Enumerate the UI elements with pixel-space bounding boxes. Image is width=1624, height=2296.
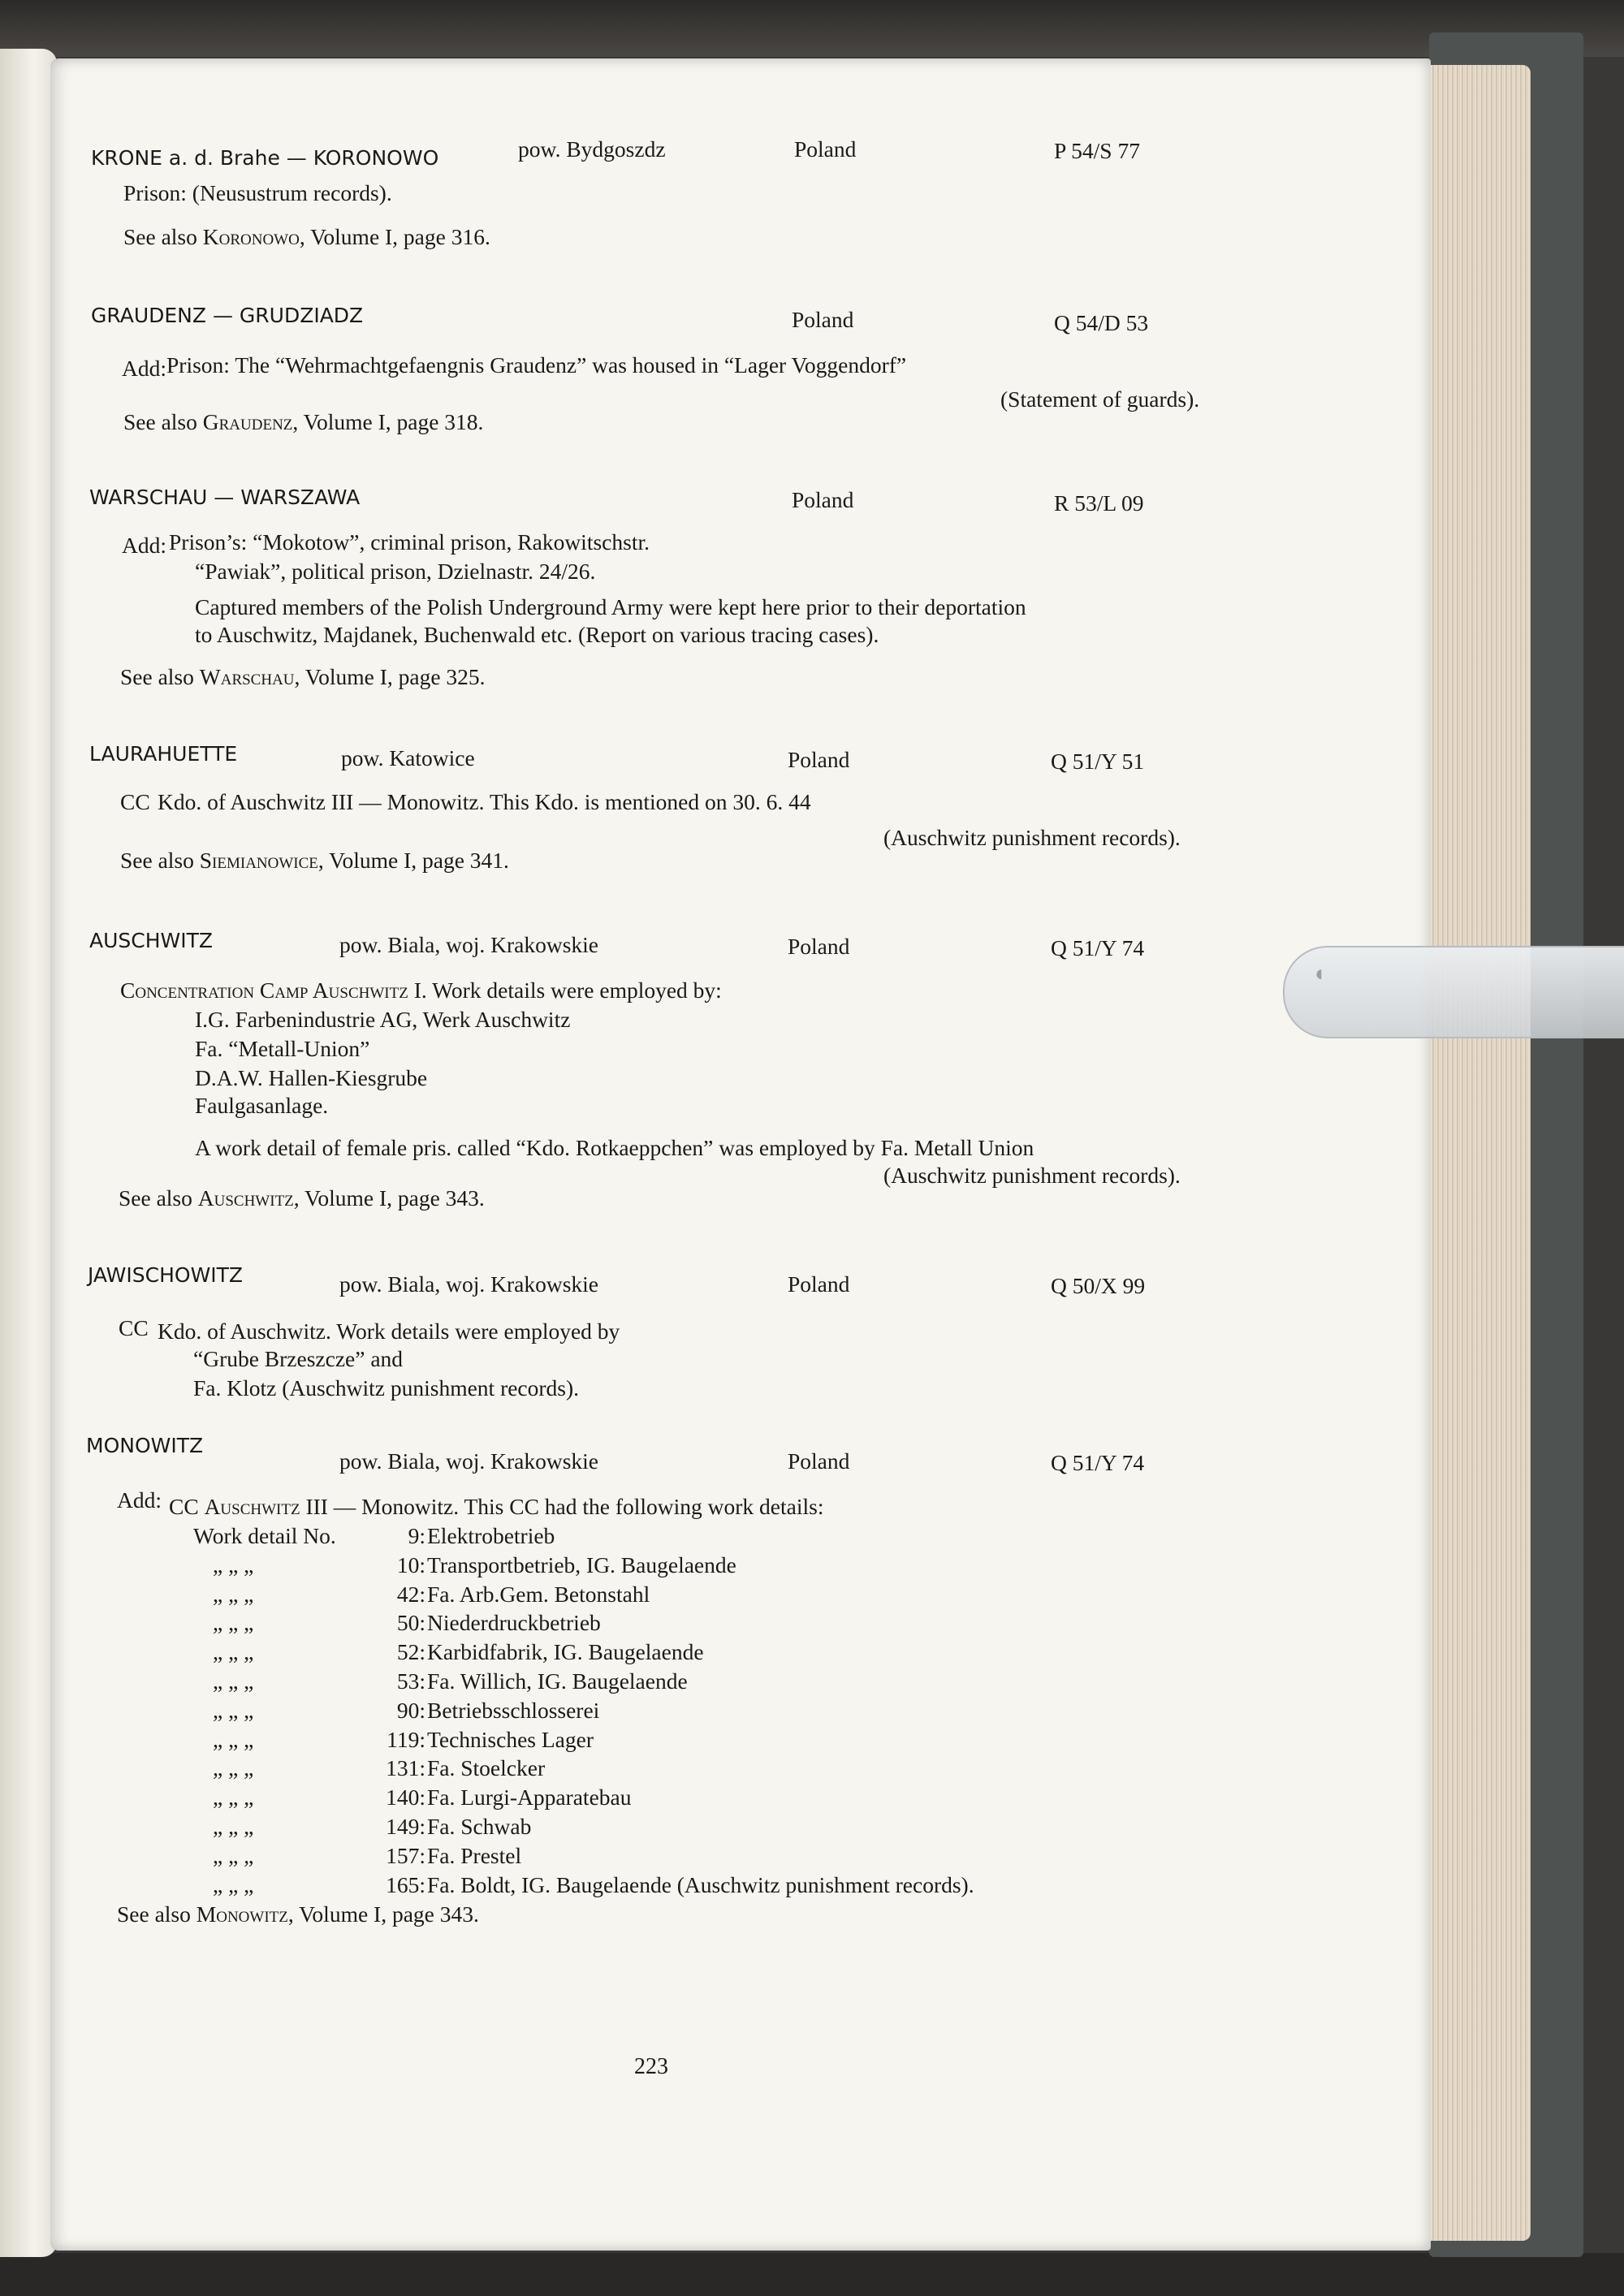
work-detail-number: 131: <box>386 1755 425 1780</box>
see-also-rest: , Volume I, page 318. <box>292 409 484 434</box>
lead-prefix: CC <box>169 1494 205 1519</box>
see-also-ref: Siemianowice <box>199 848 318 873</box>
work-detail-number: 90: <box>396 1698 425 1723</box>
entry-graudenz-name: GRAUDENZ — GRUDZIADZ <box>91 304 364 327</box>
work-detail-ditto: „ „ „ <box>213 1843 254 1868</box>
see-also-prefix: See also <box>120 664 194 689</box>
work-detail-name: Elektrobetrieb <box>427 1523 555 1548</box>
work-detail-ditto: „ „ „ <box>213 1785 254 1810</box>
work-detail-ditto: „ „ „ <box>213 1639 254 1664</box>
entry-auschwitz-district: pow. Biala, woj. Krakowskie <box>339 932 598 957</box>
see-also-prefix: See also <box>123 409 197 434</box>
see-also-prefix: See also <box>123 224 197 249</box>
entry-warschau-country: Poland <box>792 487 854 512</box>
entry-graudenz-line: Prison: The “Wehrmachtgefaengnis Graudenz” was housed in “Lager Voggendorf” <box>166 352 907 378</box>
work-detail-ditto: „ „ „ <box>213 1552 254 1577</box>
work-detail-ditto: „ „ „ <box>213 1610 254 1635</box>
work-detail-name: Transportbetrieb, IG. Baugelaende <box>427 1552 736 1577</box>
entry-laurahuette-line: Kdo. of Auschwitz III — Monowitz. This Kdo. is mentioned on 30. 6. 44 <box>158 789 811 814</box>
work-detail-head: Work detail No. <box>193 1523 336 1548</box>
lead-rest: III — Monowitz. This CC had the following work details: <box>300 1494 824 1519</box>
work-detail-name: Fa. Willich, IG. Baugelaende <box>427 1668 688 1694</box>
work-detail-ditto: „ „ „ <box>213 1668 254 1694</box>
entry-warschau-line: Prison’s: “Mokotow”, criminal prison, Rakowitschstr. <box>169 529 650 555</box>
entry-monowitz-see-also <box>117 1903 479 1926</box>
entry-laurahuette-name: LAURAHUETTE <box>89 742 238 766</box>
work-detail-number: 52: <box>396 1639 425 1664</box>
facing-page-edge <box>0 49 57 2257</box>
entry-jawischowitz-line: Kdo. of Auschwitz. Work details were employed by <box>158 1318 620 1344</box>
entry-auschwitz-lead <box>120 979 722 1002</box>
entry-warschau-see-also <box>120 666 486 688</box>
see-also-ref: Koronowo <box>202 224 300 249</box>
entry-monowitz-name: MONOWITZ <box>86 1434 204 1457</box>
entry-jawischowitz-line: Fa. Klotz (Auschwitz punishment records). <box>193 1375 580 1400</box>
lead-small-caps: Concentration Camp Auschwitz <box>120 978 408 1003</box>
entry-krone-country: Poland <box>794 136 857 162</box>
clip-glyph-icon: ◖ <box>1312 960 1326 986</box>
work-detail-number: 119: <box>387 1727 425 1752</box>
work-detail-ditto: „ „ „ <box>213 1698 254 1723</box>
work-detail-number: 50: <box>396 1610 425 1635</box>
entry-monowitz-lead <box>169 1495 824 1518</box>
entry-krone-see-also <box>123 226 490 248</box>
entry-laurahuette-line: (Auschwitz punishment records). <box>883 825 1181 850</box>
see-also-rest: , Volume I, page 341. <box>317 848 509 873</box>
entry-graudenz-grid: Q 54/D 53 <box>1054 310 1149 335</box>
entry-monowitz-country: Poland <box>788 1448 850 1474</box>
work-detail-number: 53: <box>396 1668 425 1694</box>
lead-small-caps: Auschwitz <box>204 1494 300 1519</box>
work-detail-name: Karbidfabrik, IG. Baugelaende <box>427 1639 704 1664</box>
entry-warschau-line: to Auschwitz, Majdanek, Buchenwald etc. (Report on various tracing cases). <box>195 622 879 647</box>
entry-jawischowitz-cc-label: CC <box>119 1315 149 1340</box>
entry-laurahuette-grid: Q 51/Y 51 <box>1051 749 1145 774</box>
entry-graudenz-see-also <box>123 411 483 434</box>
entry-auschwitz-line: Fa. “Metall-Union” <box>195 1036 370 1061</box>
see-also-ref: Monowitz <box>196 1901 288 1927</box>
work-detail-ditto: „ „ „ <box>213 1755 254 1780</box>
entry-laurahuette-country: Poland <box>788 747 850 772</box>
entry-auschwitz-country: Poland <box>788 934 850 959</box>
work-detail-ditto: „ „ „ <box>213 1582 254 1607</box>
entry-auschwitz-grid: Q 51/Y 74 <box>1051 935 1145 960</box>
work-detail-ditto: „ „ „ <box>213 1872 254 1897</box>
entry-warschau-add-label: Add: <box>122 533 166 558</box>
work-detail-number: 157: <box>386 1843 425 1868</box>
lead-rest: I. Work details were employed by: <box>408 978 722 1003</box>
see-also-prefix: See also <box>117 1901 191 1927</box>
entry-laurahuette-district: pow. Katowice <box>341 745 475 770</box>
entry-krone-line: Prison: (Neusustrum records). <box>123 180 392 205</box>
see-also-ref: Warschau <box>199 664 295 689</box>
entry-laurahuette-cc-label: CC <box>120 789 150 814</box>
see-also-rest: , Volume I, page 343. <box>293 1185 485 1211</box>
entry-monowitz-grid: Q 51/Y 74 <box>1051 1450 1145 1475</box>
entry-warschau-line: Captured members of the Polish Underground Army were kept here prior to their deportation <box>195 594 1026 619</box>
entry-jawischowitz-district: pow. Biala, woj. Krakowskie <box>339 1271 598 1297</box>
work-detail-number: 10: <box>396 1552 425 1577</box>
see-also-ref: Auschwitz <box>197 1185 294 1211</box>
entry-jawischowitz-grid: Q 50/X 99 <box>1051 1273 1146 1298</box>
entry-laurahuette-see-also <box>120 849 509 872</box>
see-also-rest: , Volume I, page 343. <box>287 1901 479 1927</box>
entry-krone-district: pow. Bydgoszdz <box>518 136 666 162</box>
entry-monowitz-add-label: Add: <box>117 1487 162 1513</box>
entry-auschwitz-line: Faulgasanlage. <box>195 1093 329 1118</box>
entry-jawischowitz-name: JAWISCHOWITZ <box>88 1263 244 1287</box>
work-detail-name: Fa. Arb.Gem. Betonstahl <box>427 1582 650 1607</box>
page-stack-edges <box>1425 65 1531 2241</box>
work-detail-number: 165: <box>386 1872 425 1897</box>
work-detail-name: Niederdruckbetrieb <box>427 1610 601 1635</box>
work-detail-name: Fa. Boldt, IG. Baugelaende (Auschwitz punishment records). <box>427 1872 974 1897</box>
entry-auschwitz-name: AUSCHWITZ <box>89 929 214 952</box>
work-detail-number: 140: <box>386 1785 425 1810</box>
page-number: 223 <box>634 2054 668 2079</box>
work-detail-ditto: „ „ „ <box>213 1727 254 1752</box>
see-also-prefix: See also <box>120 848 194 873</box>
work-detail-name: Betriebsschlosserei <box>427 1698 600 1723</box>
entry-warschau-line: “Pawiak”, political prison, Dzielnastr. 24/26. <box>195 559 596 584</box>
work-detail-number: 9: <box>408 1523 425 1548</box>
entry-krone-grid: P 54/S 77 <box>1054 138 1140 163</box>
work-detail-name: Fa. Stoelcker <box>427 1755 546 1780</box>
see-also-prefix: See also <box>119 1185 192 1211</box>
entry-graudenz-country: Poland <box>792 307 854 332</box>
see-also-rest: , Volume I, page 325. <box>294 664 486 689</box>
entry-jawischowitz-country: Poland <box>788 1271 850 1297</box>
work-detail-name: Fa. Schwab <box>427 1814 532 1839</box>
entry-graudenz-add-label: Add: <box>122 356 166 381</box>
entry-krone-name: KRONE a. d. Brahe — KORONOWO <box>91 146 439 170</box>
entry-graudenz-line: (Statement of guards). <box>1000 386 1200 412</box>
work-detail-ditto: „ „ „ <box>213 1814 254 1839</box>
entry-auschwitz-line: A work detail of female pris. called “Kdo. Rotkaeppchen” was employed by Fa. Metall Union <box>195 1135 1034 1160</box>
entry-auschwitz-see-also <box>119 1187 485 1210</box>
entry-warschau-grid: R 53/L 09 <box>1054 490 1144 516</box>
entry-monowitz-district: pow. Biala, woj. Krakowskie <box>339 1448 598 1474</box>
entry-auschwitz-line: (Auschwitz punishment records). <box>883 1163 1181 1188</box>
work-detail-name: Fa. Lurgi-Apparatebau <box>427 1785 632 1810</box>
work-detail-name: Technisches Lager <box>427 1727 594 1752</box>
see-also-rest: , Volume I, page 316. <box>299 224 490 249</box>
entry-auschwitz-line: I.G. Farbenindustrie AG, Werk Auschwitz <box>195 1007 571 1032</box>
page-clip-icon <box>1283 946 1624 1038</box>
work-detail-name: Fa. Prestel <box>427 1843 522 1868</box>
work-detail-number: 149: <box>386 1814 425 1839</box>
entry-warschau-name: WARSCHAU — WARSZAWA <box>89 486 361 509</box>
entry-jawischowitz-line: “Grube Brzeszcze” and <box>193 1346 404 1371</box>
photo-backdrop-bottom <box>0 2253 1624 2296</box>
photo-backdrop-top <box>0 0 1624 57</box>
work-detail-number: 42: <box>396 1582 425 1607</box>
see-also-ref: Graudenz <box>202 409 293 434</box>
entry-auschwitz-line: D.A.W. Hallen-Kiesgrube <box>195 1065 428 1090</box>
